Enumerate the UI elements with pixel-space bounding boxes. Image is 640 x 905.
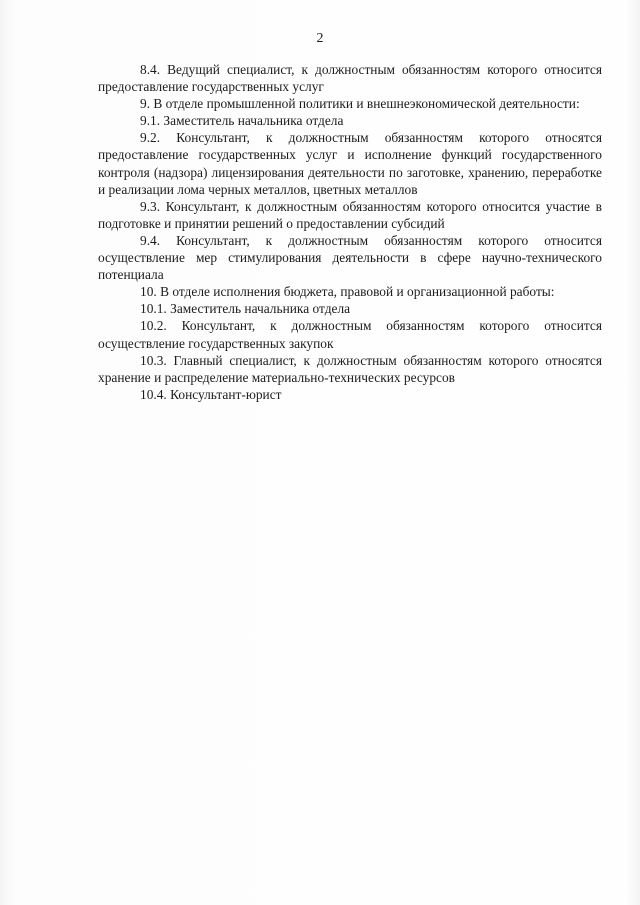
paragraph-8-4: 8.4. Ведущий специалист, к должностным обязанностям которого относится предоставление государственных услуг xyxy=(98,62,602,95)
paragraph-10: 10. В отделе исполнения бюджета, правовой и организационной работы: xyxy=(140,284,555,300)
paragraph-9-4: 9.4. Консультант, к должностным обязанностям которого относится осуществление мер стимулирования деятельности в сфере научно-технического потенциала xyxy=(98,232,602,283)
page-number: 2 xyxy=(316,31,324,46)
paragraph-10-1: 10.1. Заместитель начальника отдела xyxy=(140,301,351,317)
document-body xyxy=(98,61,602,403)
paragraph-9-1: 9.1. Заместитель начальника отдела xyxy=(140,113,344,129)
paragraph-10-3: 10.3. Главный специалист, к должностным обязанностям которого относятся хранение и распределение материально-технических ресурсов xyxy=(98,352,602,385)
paragraph-9-3: 9.3. Консультант, к должностным обязанностям которого относится участие в подготовке и принятии решений о предоставлении субсидий xyxy=(98,198,602,231)
paragraph-9-2: 9.2. Консультант, к должностным обязанностям которого относятся предоставление государственных услуг и исполнение функций государственного контроля (надзора) лицензирования деятельности по заготовке, хранению, переработке и реализации лома черных металлов, цветных металлов xyxy=(98,130,602,197)
paragraph-10-4: 10.4. Консультант-юрист xyxy=(140,386,282,402)
paragraph-9: 9. В отделе промышленной политики и внешнеэкономической деятельности: xyxy=(140,96,580,112)
paragraph-10-2: 10.2. Консультант, к должностным обязанностям которого относится осуществление государственных закупок xyxy=(98,318,602,351)
